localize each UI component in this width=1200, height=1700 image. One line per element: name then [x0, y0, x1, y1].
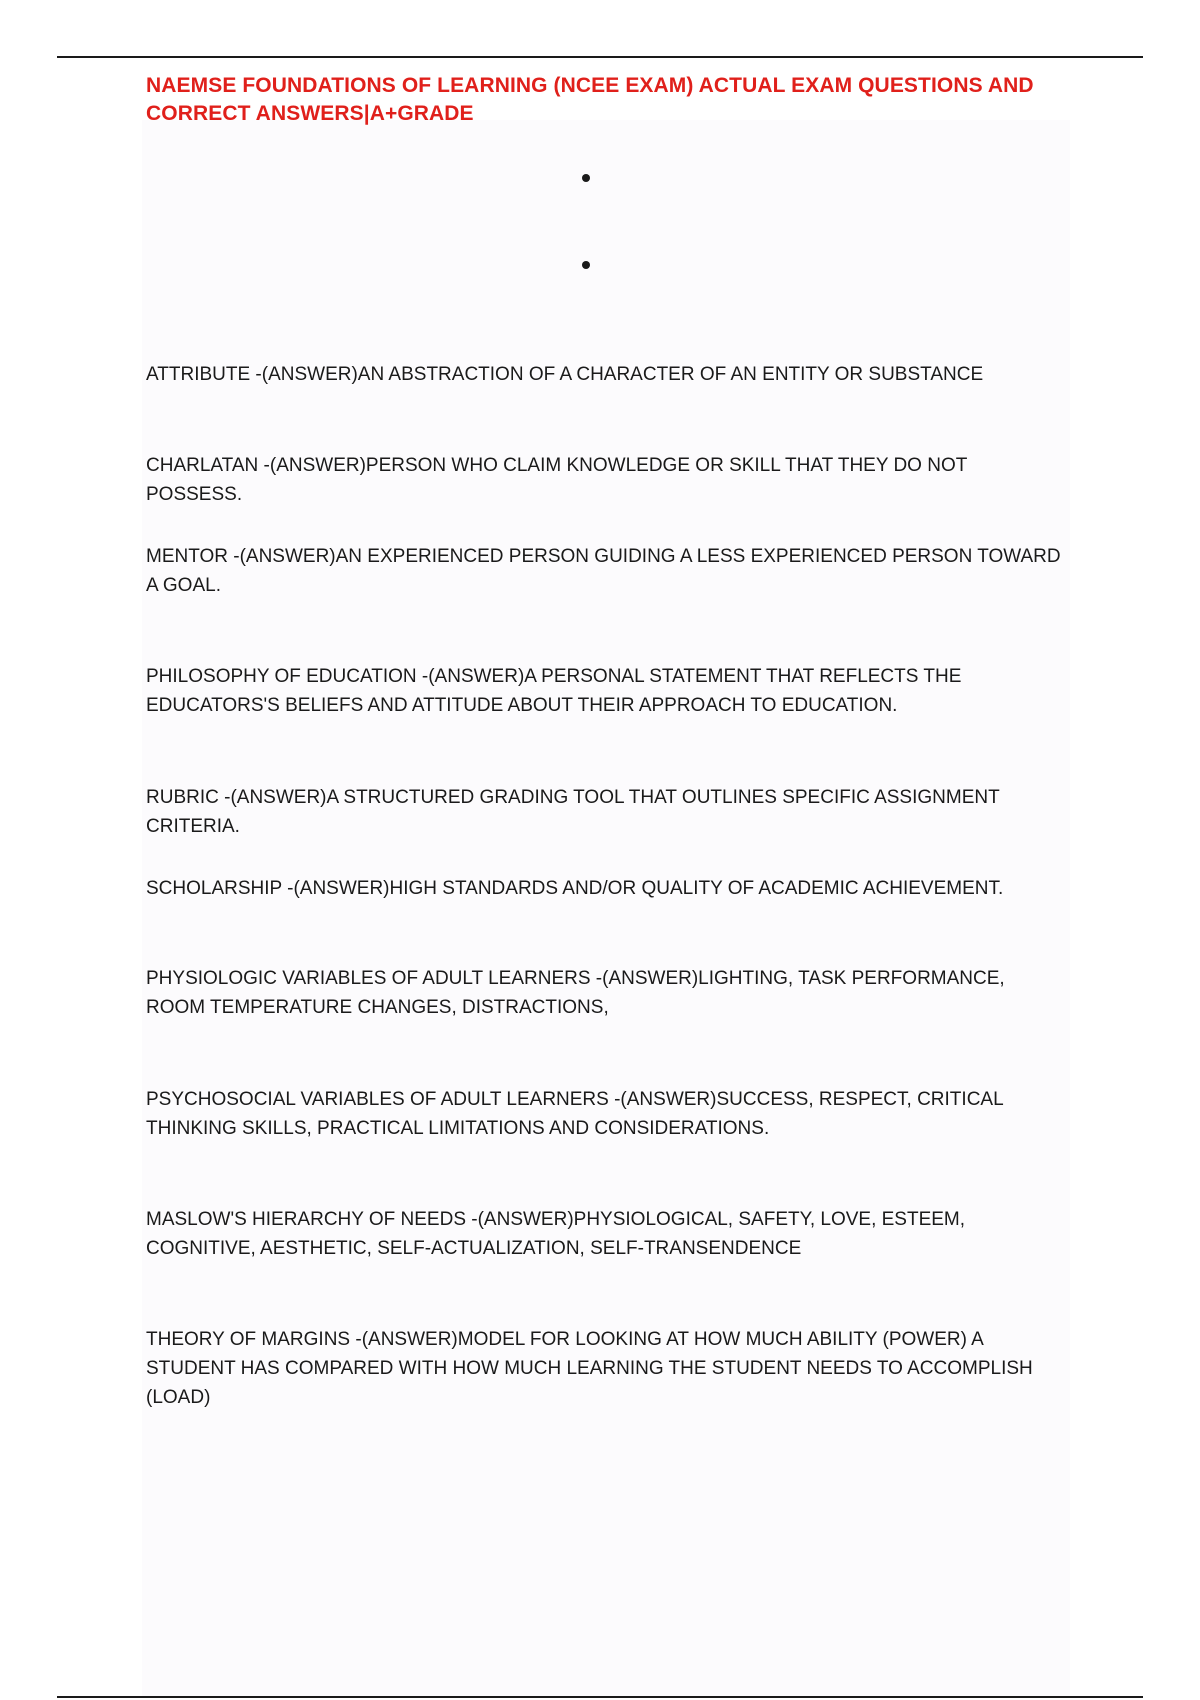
content-panel — [142, 120, 1070, 1696]
qa-entry-psychosocial-variables: PSYCHOSOCIAL VARIABLES OF ADULT LEARNERS -(ANSWER)SUCCESS, RESPECT, CRITICAL THINKING SKILLS, PRACTICAL LIMITATIONS AND CONSIDERATIONS. — [146, 1089, 1003, 1139]
qa-entry-mentor: MENTOR -(ANSWER)AN EXPERIENCED PERSON GUIDING A LESS EXPERIENCED PERSON TOWARD A GOAL. — [146, 546, 1061, 596]
qa-entry-philosophy-of-education: PHILOSOPHY OF EDUCATION -(ANSWER)A PERSONAL STATEMENT THAT REFLECTS THE EDUCATORS'S BELIEFS AND ATTITUDE ABOUT THEIR APPROACH TO EDUCATION. — [146, 666, 962, 716]
bullet-point-2 — [582, 261, 590, 269]
bottom-rule — [57, 1696, 1143, 1698]
qa-entry-rubric: RUBRIC -(ANSWER)A STRUCTURED GRADING TOOL THAT OUTLINES SPECIFIC ASSIGNMENT CRITERIA. — [146, 787, 1000, 837]
document-title: NAEMSE FOUNDATIONS OF LEARNING (NCEE EXAM) ACTUAL EXAM QUESTIONS AND CORRECT ANSWERS|A+GRADE — [146, 74, 1034, 125]
top-rule — [57, 56, 1143, 58]
bullet-point-1 — [582, 174, 590, 182]
qa-entry-charlatan: CHARLATAN -(ANSWER)PERSON WHO CLAIM KNOWLEDGE OR SKILL THAT THEY DO NOT POSSESS. — [146, 455, 967, 505]
qa-entry-scholarship: SCHOLARSHIP -(ANSWER)HIGH STANDARDS AND/OR QUALITY OF ACADEMIC ACHIEVEMENT. — [146, 878, 1004, 899]
qa-entry-physiologic-variables: PHYSIOLOGIC VARIABLES OF ADULT LEARNERS -(ANSWER)LIGHTING, TASK PERFORMANCE, ROOM TEMPERATURE CHANGES, DISTRACTIONS, — [146, 968, 1005, 1018]
qa-entry-theory-of-margins: THEORY OF MARGINS -(ANSWER)MODEL FOR LOOKING AT HOW MUCH ABILITY (POWER) A STUDENT HAS COMPARED WITH HOW MUCH LEARNING THE STUDENT NEEDS TO ACCOMPLISH (LOAD) — [146, 1329, 1033, 1408]
qa-entry-attribute: ATTRIBUTE -(ANSWER)AN ABSTRACTION OF A CHARACTER OF AN ENTITY OR SUBSTANCE — [146, 364, 984, 385]
qa-entry-maslows-hierarchy: MASLOW'S HIERARCHY OF NEEDS -(ANSWER)PHYSIOLOGICAL, SAFETY, LOVE, ESTEEM, COGNITIVE, AESTHETIC, SELF-ACTUALIZATION, SELF-TRANSENDENCE — [146, 1209, 966, 1259]
